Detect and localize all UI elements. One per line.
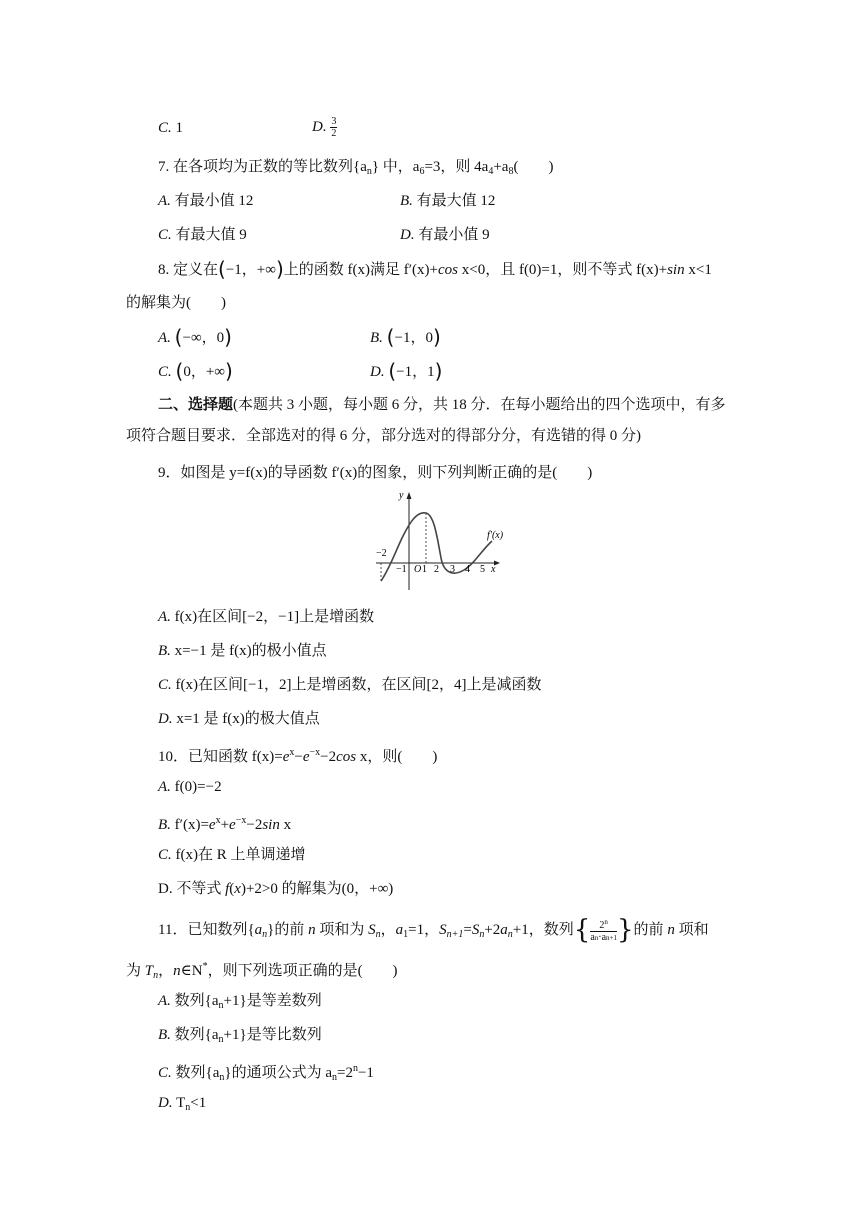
fraction: $\frac{2^n}{an\cdot an+1}$ xyxy=(590,918,617,943)
q6-option-d xyxy=(312,116,337,139)
section-heading-line2: 项符合题目要求．全部选对的得 6 分，部分选对的得部分分，有选错的得 0 分) xyxy=(126,428,641,444)
tick-label: −1 xyxy=(396,564,407,575)
q9-stem: 9．如图是 y=f(x)的导函数 f′(x)的图象，则下列判断正确的是( ) xyxy=(158,465,593,481)
q10-option-d: D. 不等式 f(x)+2>0 的解集为(0，+∞) xyxy=(158,881,394,897)
q6-option-c xyxy=(158,118,183,138)
q9-option-c: C. f(x)在区间[−1，2]上是增函数，在区间[2，4]上是减函数 xyxy=(158,677,542,693)
q8-option-a: A. (−∞，0) xyxy=(158,325,232,349)
x-axis-label: x xyxy=(491,564,496,575)
q11-option-d: D. $T_n<1$ xyxy=(158,1095,207,1113)
q7-option-d: D. 有最小值 9 xyxy=(400,227,490,243)
tick-label: 1 xyxy=(422,564,427,575)
q11-stem-line2: 为 $T_n$，n∈N*，则下列选项正确的是( ) xyxy=(126,961,398,981)
q8-option-b: B. (−1，0) xyxy=(370,325,441,349)
curve-label: f′(x) xyxy=(487,530,504,541)
section-title: 二、选择题 xyxy=(158,397,234,413)
q9-option-d: D. x=1 是 f(x)的极大值点 xyxy=(158,711,320,727)
q8-option-d: D. (−1，1) xyxy=(370,359,443,383)
tick-label: −2 xyxy=(376,548,387,559)
tick-label: 4 xyxy=(465,564,470,575)
y-axis-arrow xyxy=(407,492,412,499)
option-label: D. xyxy=(312,118,327,135)
option-text: 1 xyxy=(175,120,184,136)
q8-stem: 8. 定义在(−1，+∞)上的函数 f(x)满足 f′(x)+cos x<0，且 f(0)=1，则不等式 f(x)+sin x<1 xyxy=(158,257,712,281)
tick-label: 2 xyxy=(434,564,439,575)
q11-option-b: B. 数列$\{a_n+1\}$是等比数列 xyxy=(158,1027,322,1045)
tick-label: 3 xyxy=(450,564,455,575)
q8-option-c: C. (0，+∞) xyxy=(158,359,233,383)
q7-option-b: B. 有最大值 12 xyxy=(400,193,496,209)
option-label: C. xyxy=(158,120,172,136)
y-axis-label: y xyxy=(399,490,404,501)
origin-label: O xyxy=(414,564,422,575)
q7-stem: 7. 在各项均为正数的等比数列$\{a_n\}$ 中，$a_6=3$，则 $4a_4+a_8$( ) xyxy=(158,159,554,177)
q9-option-b: B. x=−1 是 f(x)的极小值点 xyxy=(158,643,327,659)
tick-label: 5 xyxy=(480,564,485,575)
q7-option-a: A. 有最小值 12 xyxy=(158,193,254,209)
q8-stem-line2: 的解集为( ) xyxy=(126,295,226,311)
section-heading: 二、选择题(本题共 3 小题，每小题 6 分，共 18 分．在每小题给出的四个选项中，有多 xyxy=(158,397,726,413)
q7-option-c: C. 有最大值 9 xyxy=(158,227,247,243)
derivative-graph xyxy=(370,486,520,594)
q10-stem: 10．已知函数 $f(x)=e^x-e^{-x}-2\cos$ x，则( ) xyxy=(158,747,438,765)
q10-option-a: A. f(0)=−2 xyxy=(158,779,222,795)
q10-option-c: C. f(x)在 R 上单调递增 xyxy=(158,847,306,863)
q10-option-b: B. $f'(x)=e^x+e^{-x}-2\sin$ x xyxy=(158,815,292,833)
q11-option-c: C. 数列$\{a_n\}$的通项公式为 $a_n=2^n-1$ xyxy=(158,1063,374,1083)
q9-option-a: A. f(x)在区间[−2，−1]上是增函数 xyxy=(158,609,375,625)
q11-stem: 11．已知数列$\{a_n\}$的前 n 项和为 $S_n$，$a_1=1$，$S_{n+1}=S_n+2a_n+1$，数列{ $\frac{2^n}{an\cdot an+1}$ }的前 n 项和 xyxy=(158,914,709,945)
q11-option-a: A. 数列$\{a_n+1\}$是等差数列 xyxy=(158,993,322,1011)
fraction: $\frac{3}{2}$ xyxy=(331,116,337,139)
